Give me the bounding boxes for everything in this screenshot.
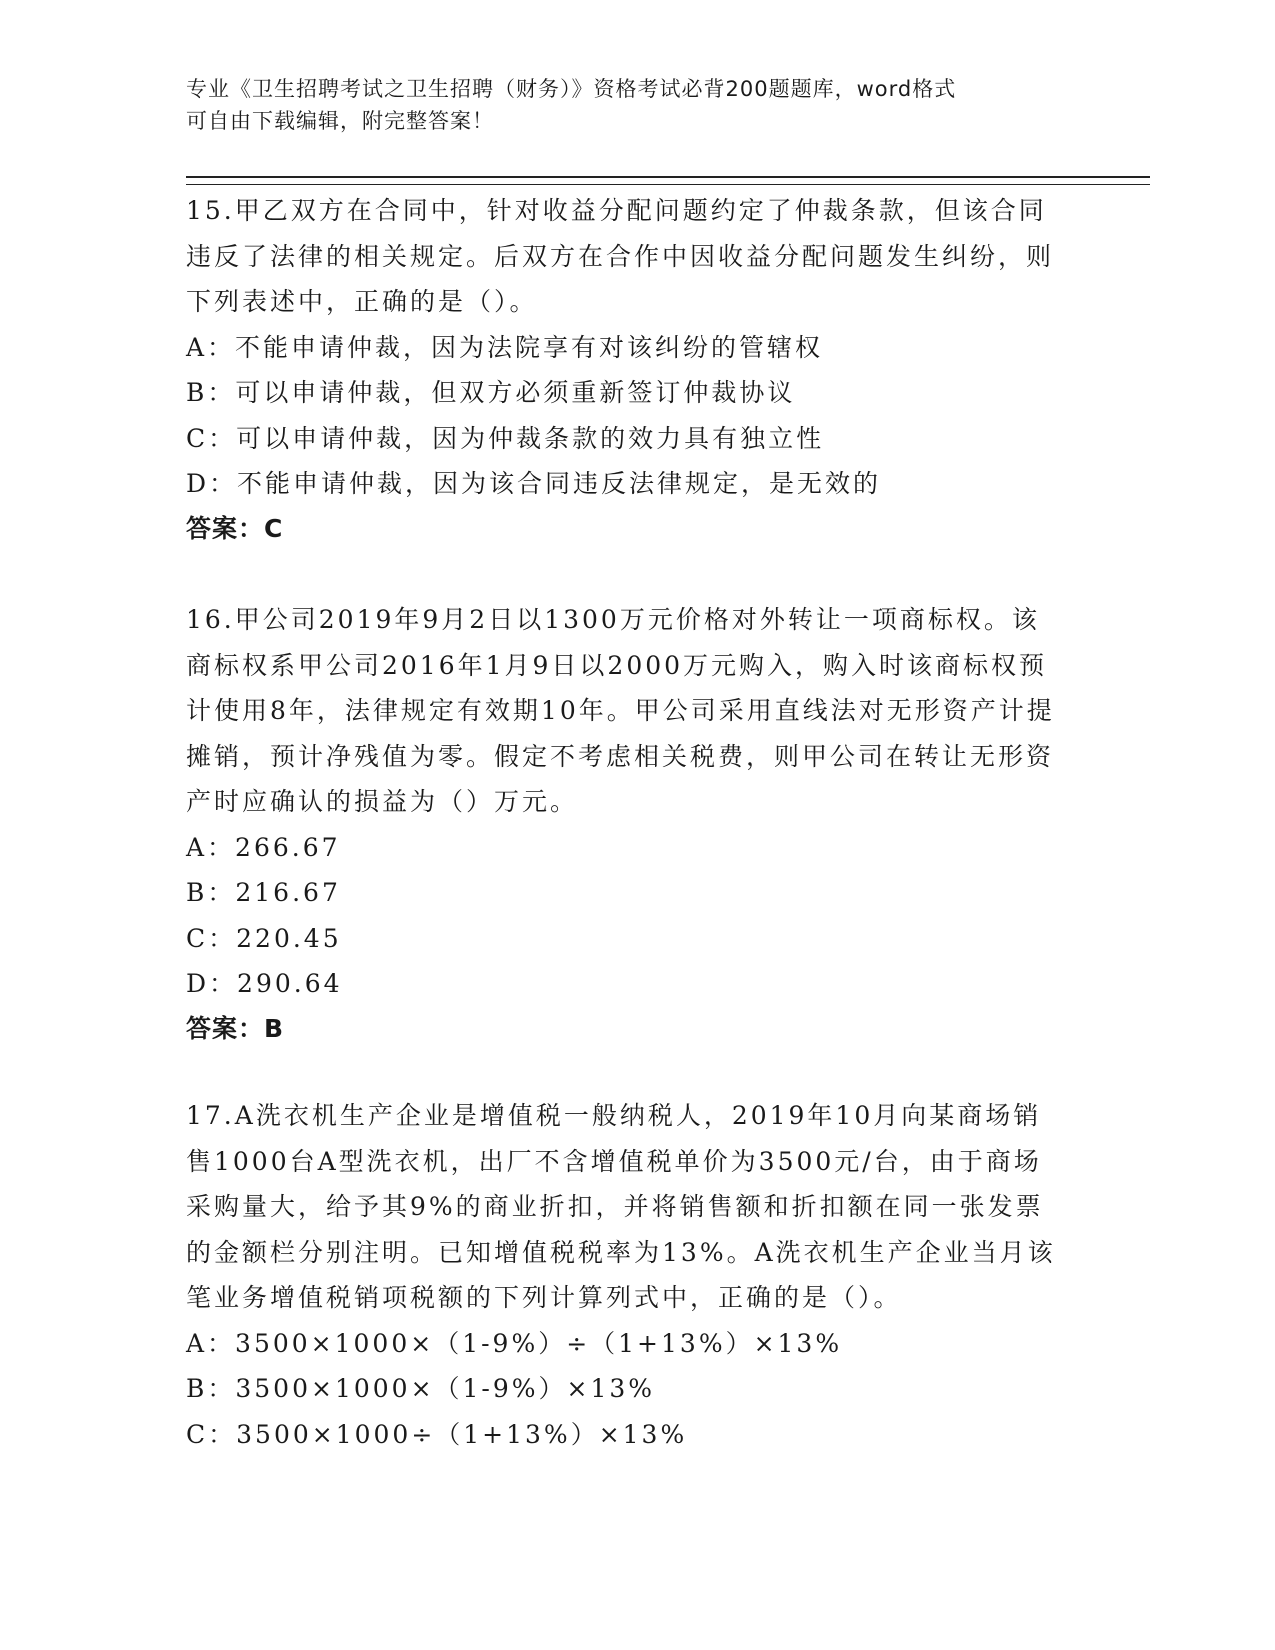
option-c: C：3500×1000÷（1+13%）×13% <box>186 1419 688 1449</box>
answer-label: 答案：C <box>186 513 284 543</box>
option-d: D：不能申请仲裁，因为该合同违反法律规定，是无效的 <box>186 469 882 498</box>
option-b: B：可以申请仲裁，但双方必须重新签订仲裁协议 <box>186 378 796 407</box>
question-15 <box>186 188 1066 551</box>
question-stem: 17.A洗衣机生产企业是增值税一般纳税人，2019年10月向某商场销售1000台A型洗衣机，出厂不含增值税单价为3500元/台，由于商场采购量大，给予其9%的商业折扣，并将销售额和折扣额在同一张发票的金额栏分别注明。已知增值税税率为13%。A洗衣机生产企业当月该笔业务增值税销项税额的下列计算列式中，正确的是（）。 <box>186 1101 1056 1312</box>
option-c: C：220.45 <box>186 923 342 953</box>
question-16 <box>186 597 1066 1051</box>
document-header <box>186 73 1066 137</box>
question-17 <box>186 1093 1066 1457</box>
question-stem: 15.甲乙双方在合同中，针对收益分配问题约定了仲裁条款，但该合同违反了法律的相关规定。后双方在合作中因收益分配问题发生纠纷，则下列表述中，正确的是（）。 <box>186 196 1055 316</box>
option-a: A：266.67 <box>186 832 341 862</box>
header-title-line-1: 专业《卫生招聘考试之卫生招聘（财务）》资格考试必背200题题库，word格式 <box>186 77 957 101</box>
option-b: B：3500×1000×（1-9%）×13% <box>186 1374 656 1403</box>
question-stem: 16.甲公司2019年9月2日以1300万元价格对外转让一项商标权。该商标权系甲公司2016年1月9日以2000万元购入，购入时该商标权预计使用8年，法律规定有效期10年。甲公司采用直线法对无形资产计提摊销，预计净残值为零。假定不考虑相关税费，则甲公司在转让无形资产时应确认的损益为（）万元。 <box>186 605 1055 816</box>
answer-label: 答案：B <box>186 1013 285 1043</box>
option-b: B：216.67 <box>186 878 341 907</box>
option-a: A：不能申请仲裁，因为法院享有对该纠纷的管辖权 <box>186 332 824 362</box>
option-d: D：290.64 <box>186 969 343 998</box>
header-divider <box>186 176 1150 185</box>
header-title-line-2: 可自由下载编辑，附完整答案！ <box>186 109 494 133</box>
option-c: C：可以申请仲裁，因为仲裁条款的效力具有独立性 <box>186 423 825 453</box>
option-a: A：3500×1000×（1-9%）÷（1+13%）×13% <box>186 1328 843 1358</box>
